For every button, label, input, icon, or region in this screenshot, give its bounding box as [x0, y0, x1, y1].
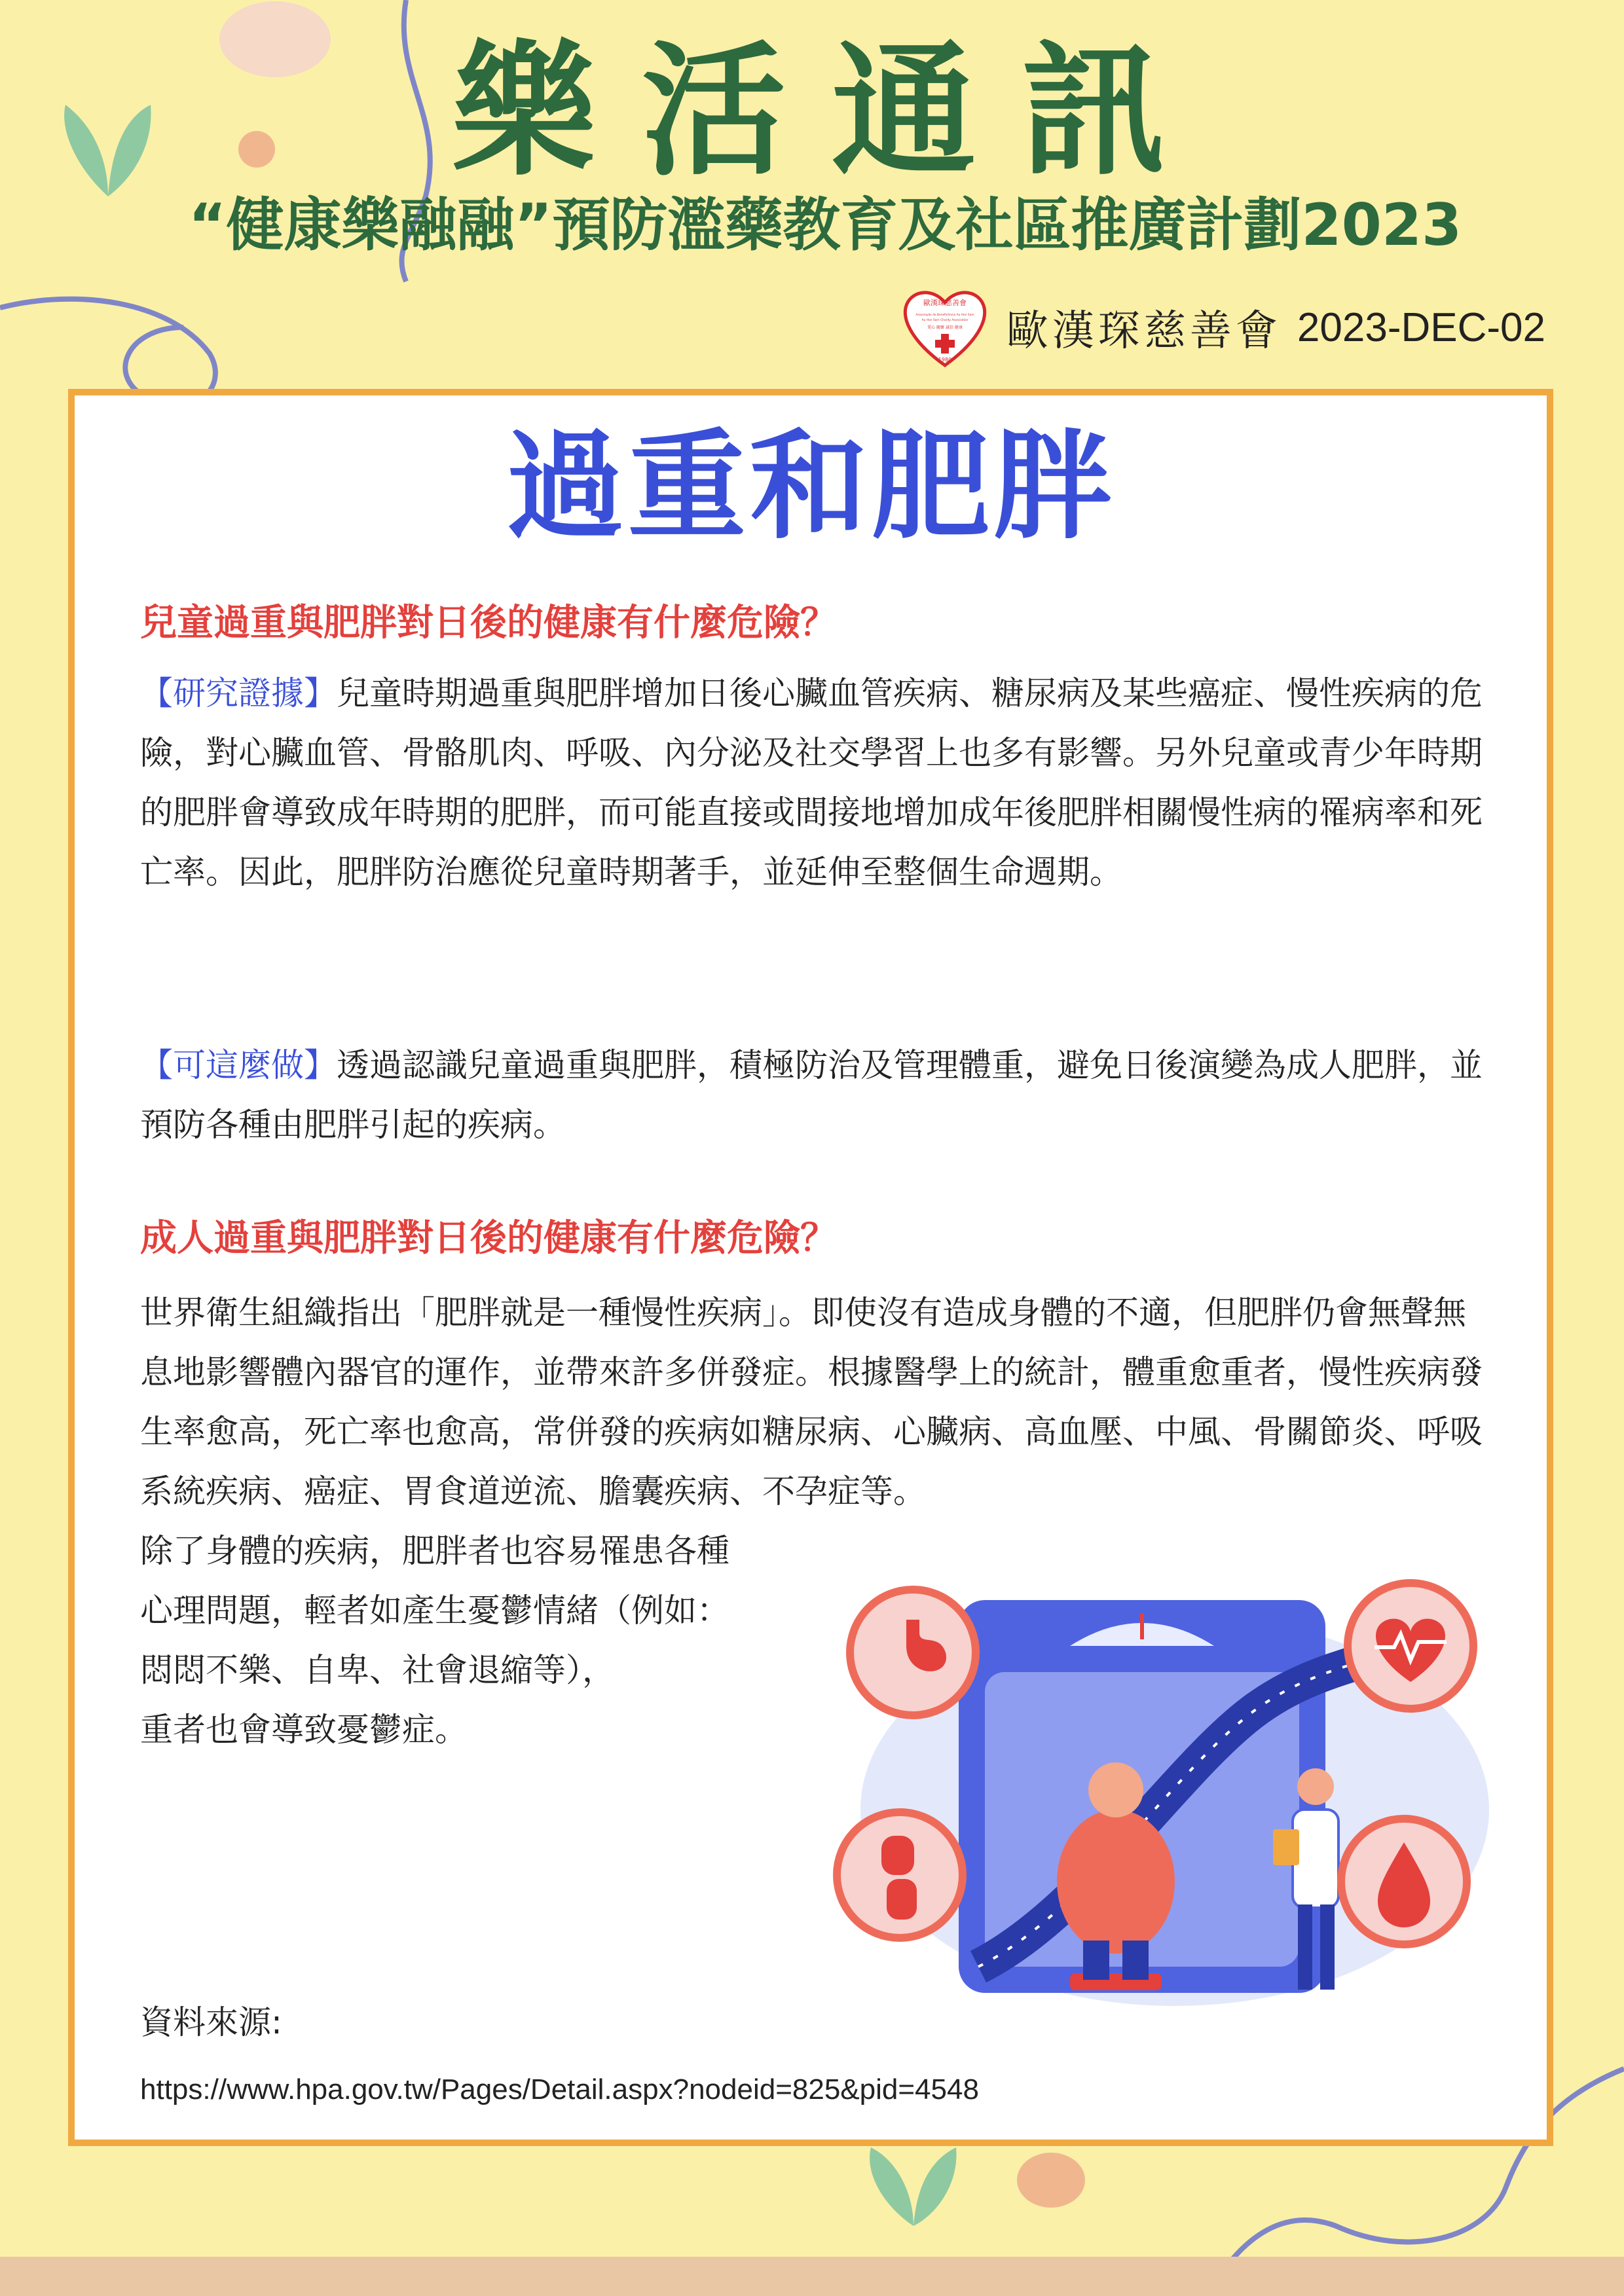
section-heading-adults: 成人過重與肥胖對日後的健康有什麼危險？	[140, 1217, 837, 1260]
source-url[interactable]: https://www.hpa.gov.tw/Pages/Detail.aspx?nodeid=825&pid=4548	[140, 2073, 979, 2105]
obesity-illustration	[808, 1574, 1489, 2019]
issue-date: 2023-DEC-02	[1297, 304, 1545, 350]
logo-line-2: Au Hon Sam Charity Association	[921, 319, 969, 322]
psychological-line: 心理問題，輕者如產生憂鬱情緒（例如：	[140, 1592, 729, 1630]
deco-blob-top	[219, 1, 331, 77]
psychological-line: 悶悶不樂、自卑、社會退縮等），	[140, 1651, 615, 1689]
stomach-icon	[850, 1590, 976, 1715]
deco-leaf-bottom	[870, 2147, 956, 2226]
research-evidence-text: 兒童時期過重與肥胖增加日後心臟血管疾病、糖尿病及某些癌症、慢性疾病的危險，對心臟血管、骨骼肌肉、呼吸、內分泌及社交學習上也多有影響。另外兒童或青少年時期的肥胖會導致成年時期的肥胖，而可能直接或間接地增加成年後肥胖相關慢性病的罹病率和死亡率。因此，肥胖防治應從兒童時期著手，並延伸至整個生命週期。	[140, 674, 1483, 891]
psychological-paragraph	[140, 1522, 834, 1760]
doctor-coat	[1293, 1810, 1338, 1908]
section-heading-children: 兒童過重與肥胖對日後的健康有什麼危險？	[140, 602, 837, 644]
what-to-do-paragraph	[140, 1036, 1489, 1155]
organization-logo	[899, 282, 991, 373]
what-to-do-text: 透過認識兒童過重與肥胖，積極防治及管理體重，避免日後演變為成人肥胖，並預防各種由肥胖引起的疾病。	[140, 1046, 1483, 1144]
heart-rate-icon	[1348, 1583, 1473, 1709]
article-card	[68, 389, 1553, 2146]
organization-row	[899, 282, 1545, 373]
psychological-line: 除了身體的疾病，肥胖者也容易罹患各種	[140, 1532, 729, 1570]
bottom-strip	[0, 2257, 1624, 2296]
research-evidence-paragraph	[140, 664, 1489, 902]
logo-year: 1980	[938, 357, 952, 363]
person-body	[1057, 1810, 1175, 1954]
blood-drop-icon	[1341, 1819, 1467, 1944]
deco-leaf-left	[64, 105, 151, 196]
logo-motto: 愛心 關懷 誠信 健康	[927, 325, 963, 330]
doctor-head	[1297, 1768, 1334, 1805]
deco-blob-bottom	[1017, 2153, 1085, 2208]
logo-top-text: 歐漢琛慈善會	[923, 299, 967, 307]
deco-dot-orange	[238, 131, 275, 168]
adult-risk-paragraph: 世界衛生組織指出「肥胖就是一種慢性疾病」。即使沒有造成身體的不適，但肥胖仍會無聲無息地影響體內器官的運作，並帶來許多併發症。根據醫學上的統計，體重愈重者，慢性疾病發生率愈高，死亡率也愈高，常併發的疾病如糖尿病、心臟病、高血壓、中風、骨關節炎、呼吸系統疾病、癌症、胃食道逆流、膽囊疾病、不孕症等。	[140, 1294, 1483, 1510]
knee-joint-icon	[837, 1812, 963, 1938]
psychological-line: 重者也會導致憂鬱症。	[140, 1711, 468, 1749]
what-to-do-tag: 【可這麼做】	[140, 1046, 337, 1084]
program-subtitle: “健康樂融融”預防濫藥教育及社區推廣計劃2023	[188, 191, 1462, 259]
organization-name: 歐漢琛慈善會	[1006, 307, 1282, 355]
source-label: 資料來源:	[140, 2003, 282, 2041]
research-evidence-tag: 【研究證據】	[140, 674, 337, 712]
doctor-clipboard	[1273, 1829, 1299, 1865]
person-head	[1088, 1762, 1143, 1817]
article-title: 過重和肥胖	[506, 418, 1115, 555]
masthead-title: 樂活通訊	[451, 27, 1211, 195]
logo-line-1: Associação de Beneficência Au Hon Sam	[915, 314, 974, 317]
